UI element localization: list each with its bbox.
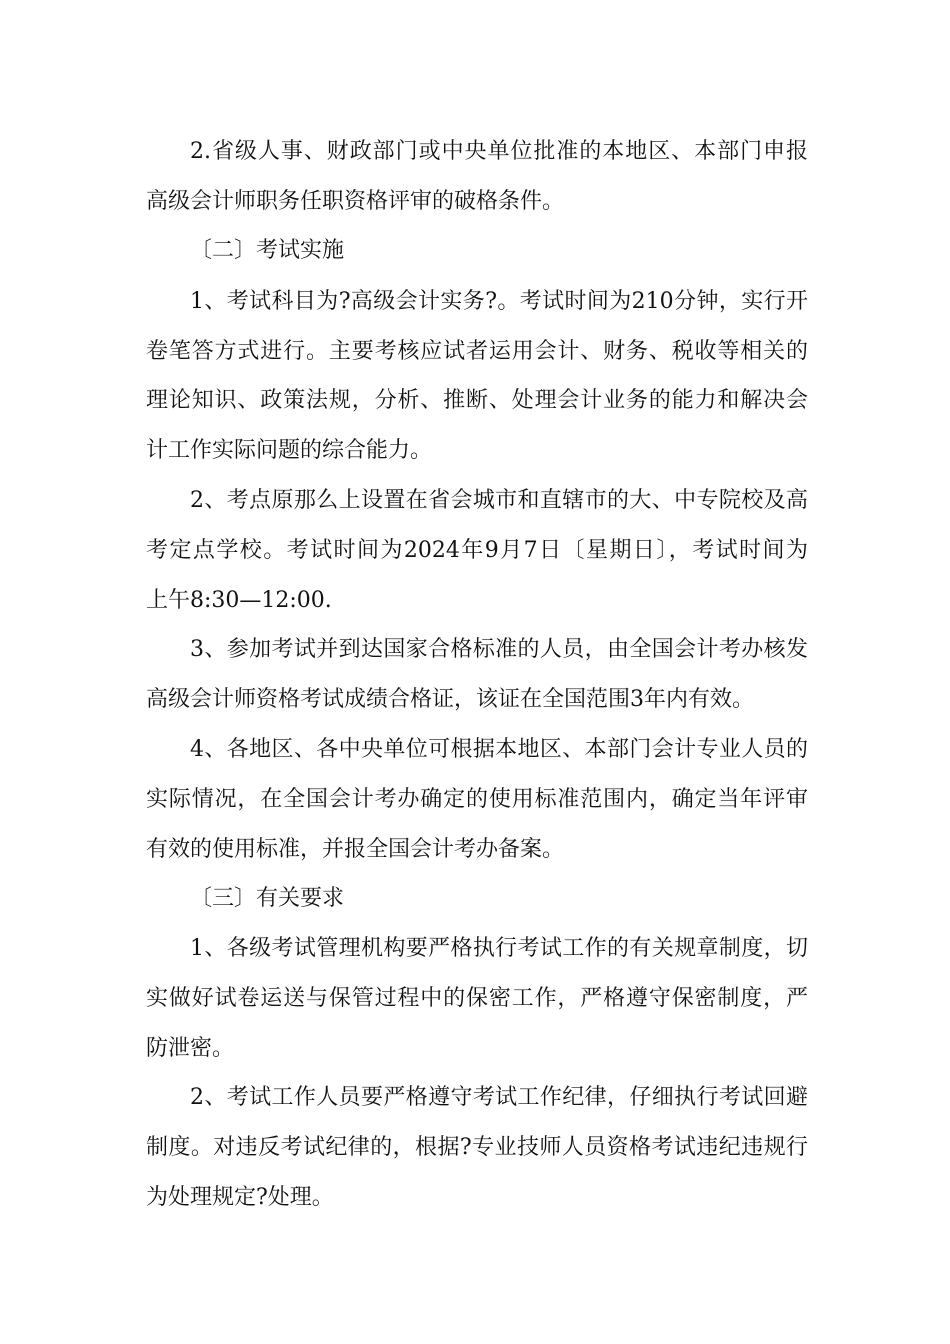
text-line: 2.省级人事、财政部门或中央单位批准的本地区、本部门申报 bbox=[190, 139, 808, 164]
text-line: 计工作实际问题的综合能力。 bbox=[146, 438, 433, 463]
text-line: 高级会计师资格考试成绩合格证，该证在全国范围3年内有效。 bbox=[146, 687, 754, 712]
text-line: 防泄密。 bbox=[146, 1036, 235, 1061]
text-line: 制度。对违反考试纪律的，根据?专业技师人员资格考试违纪违规行 bbox=[146, 1135, 808, 1160]
text-line: 有效的使用标准，并报全国会计考办备案。 bbox=[146, 837, 565, 862]
text-line: 上午8:30—12:00. bbox=[146, 588, 332, 613]
text-line: 卷笔答方式进行。主要考核应试者运用会计、财务、税收等相关的 bbox=[146, 339, 808, 364]
text-line: 2、考点原那么上设置在省会城市和直辖市的大、中专院校及高 bbox=[190, 488, 808, 513]
text-line: 理论知识、政策法规，分析、推断、处理会计业务的能力和解决会 bbox=[146, 388, 808, 413]
text-line: 实做好试卷运送与保管过程中的保密工作，严格遵守保密制度，严 bbox=[146, 986, 808, 1011]
section-heading: 〔三〕有关要求 bbox=[190, 886, 345, 911]
text-line: 考定点学校。考试时间为2024年9月7日〔星期日〕，考试时间为 bbox=[146, 538, 808, 563]
text-line: 1、各级考试管理机构要严格执行考试工作的有关规章制度，切 bbox=[190, 936, 808, 961]
text-line: 高级会计师职务任职资格评审的破格条件。 bbox=[146, 189, 565, 214]
text-line: 为处理规定?处理。 bbox=[146, 1185, 334, 1210]
section-heading: 〔二〕考试实施 bbox=[190, 238, 345, 263]
text-line: 2、考试工作人员要严格遵守考试工作纪律，仔细执行考试回避 bbox=[190, 1085, 808, 1110]
text-line: 实际情况，在全国会计考办确定的使用标准范围内，确定当年评审 bbox=[146, 787, 808, 812]
text-line: 4、各地区、各中央单位可根据本地区、本部门会计专业人员的 bbox=[190, 737, 808, 762]
text-line: 3、参加考试并到达国家合格标准的人员，由全国会计考办核发 bbox=[190, 637, 808, 662]
text-line: 1、考试科目为?高级会计实务?。考试时间为210分钟，实行开 bbox=[190, 289, 808, 314]
